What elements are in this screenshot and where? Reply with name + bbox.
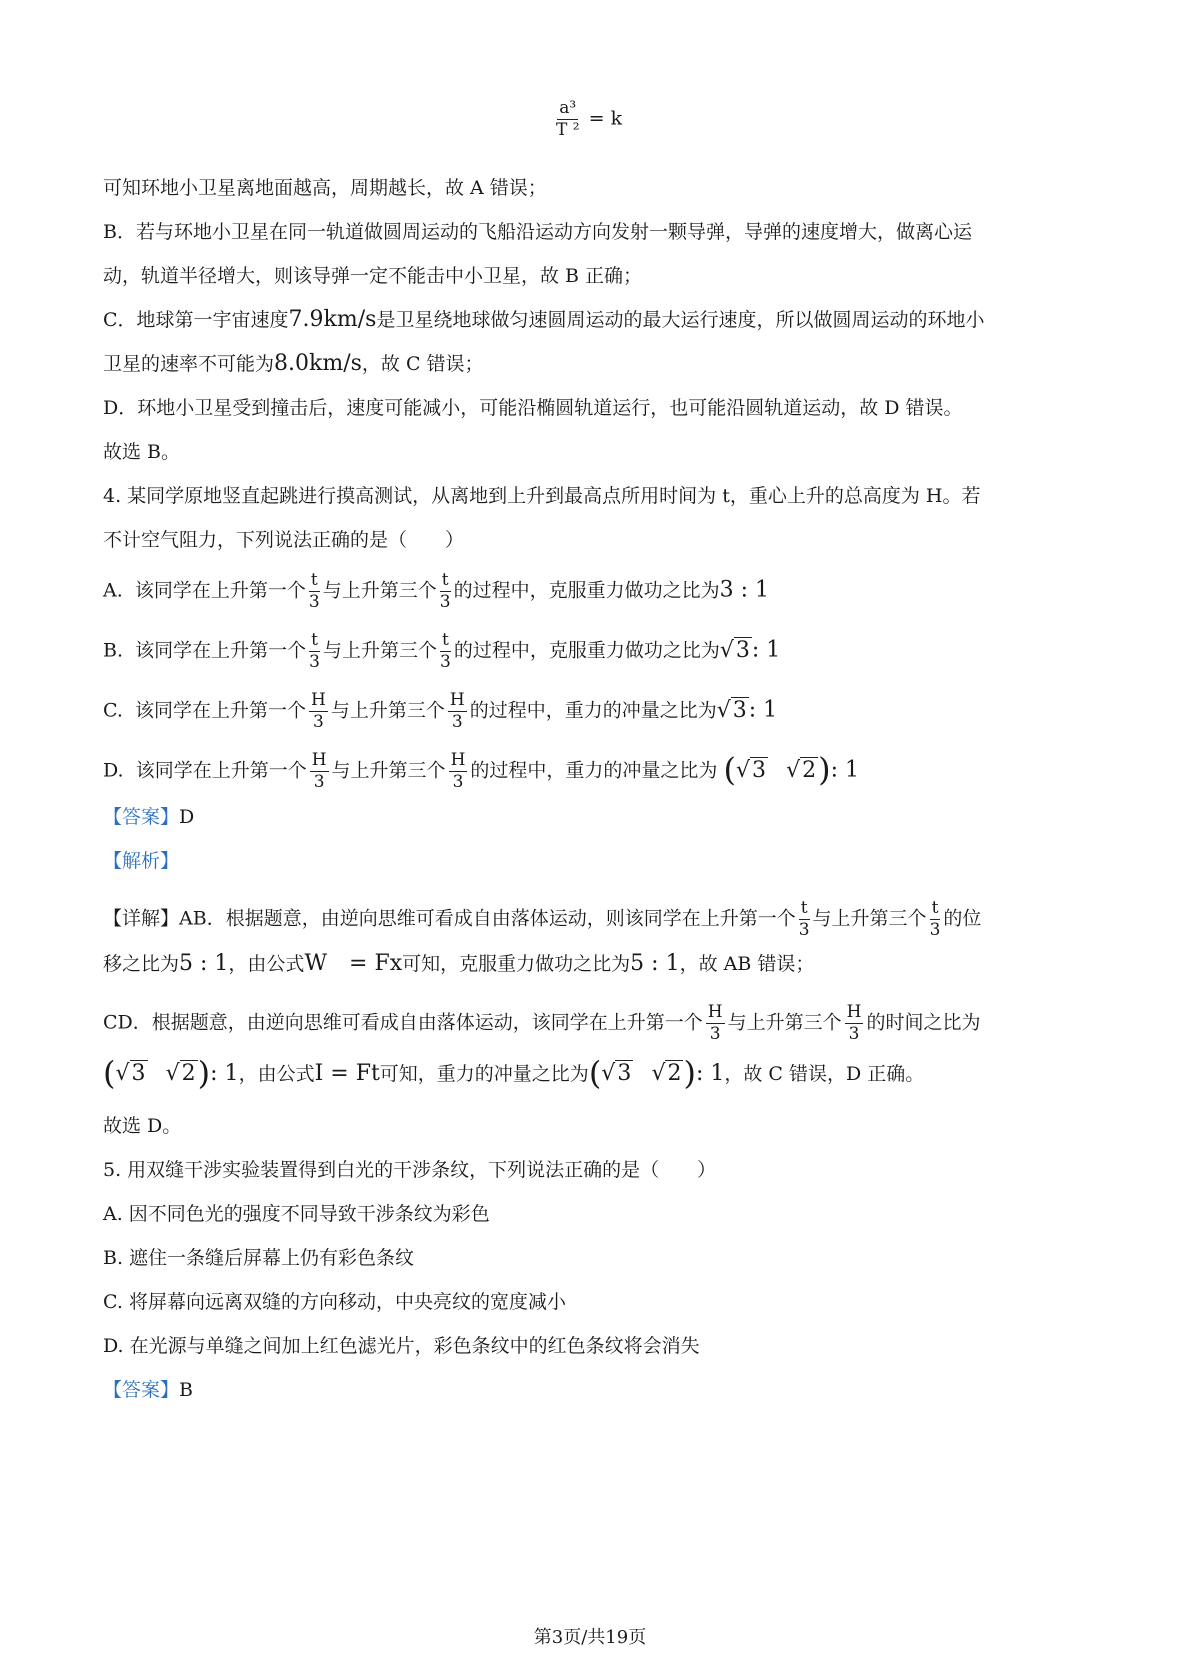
text-line: D．环地小卫星受到撞击后，速度可能减小，可能沿椭圆轨道运行，也可能沿圆轨道运动，故 D 错误。 [103,397,963,419]
q4-option-d [103,750,859,793]
text-line: B．若与环地小卫星在同一轨道做圆周运动的飞船沿运动方向发射一颗导弹，导弹的速度增大，做离心运 [103,221,972,243]
velocity-value: 8.0km/s [274,351,362,376]
right-paren: ) [197,1054,211,1092]
text-line [103,306,984,334]
text-span: 移之比为 [103,953,180,975]
sqrt-3: √3 [719,637,750,663]
ratio: 5 : 1 [179,951,229,976]
question-4-stem: 4. 某同学原地竖直起跳进行摸高测试，从离地到上升到最高点所用时间为 t，重心上升的总高度为 H。若 [103,485,981,507]
left-paren: ( [588,1054,602,1092]
frac-num: H [707,1002,723,1022]
radicand: 3 [735,637,750,663]
detail-line [103,1054,925,1092]
formula-rhs: = k [588,107,623,130]
q5-option-d: D. 在光源与单缝之间加上红色滤光片，彩色条纹中的红色条纹将会消失 [103,1335,700,1357]
sqrt-2: √2 [165,1061,196,1086]
frac-num: t [441,630,449,650]
detail-line: 故选 D。 [103,1115,182,1137]
text-span: ，故 C 错误，D 正确。 [724,1063,925,1085]
radicand: 3 [751,757,766,783]
answer-4 [103,803,194,831]
frac-num: t [800,898,808,918]
q5-option-c: C. 将屏幕向远离双缝的方向移动，中央亮纹的宽度减小 [103,1291,566,1313]
text-span: 可知，克服重力做功之比为 [402,953,631,975]
left-paren: ( [723,750,736,789]
fraction-h-over-3 [845,1002,864,1045]
frac-den: 3 [451,712,463,732]
detail-line [103,898,981,941]
option-text: 该同学在上升第一个 [135,759,307,782]
text-span: CD．根据题意，由逆向思维可看成自由落体运动，该同学在上升第一个 [103,1011,703,1034]
text-span: AB．根据题意，由逆向思维可看成自由落体运动，则该同学在上升第一个 [179,907,796,930]
analysis-heading [103,847,179,875]
velocity-value: 7.9km/s [288,307,377,332]
frac-den: 3 [439,652,451,672]
answer-value: B [179,1379,193,1401]
option-text: 的过程中，重力的冲量之比为 [470,759,718,782]
text-line: 动，轨道半径增大，则该导弹一定不能击中小卫星，故 B 正确； [103,265,643,287]
frac-den: 3 [848,1024,860,1044]
sqrt-3: √3 [115,1061,146,1086]
text-span: 是卫星绕地球做匀速圆周运动的最大运行速度，所以做圆周运动的环地小 [376,309,985,331]
radicand: 3 [131,1061,146,1086]
right-paren: ) [818,750,831,789]
text-line: 可知环地小卫星离地面越高，周期越长，故 A 错误； [103,177,547,199]
frac-den: 3 [929,920,941,940]
answer-5 [103,1376,193,1404]
formula-denominator: T ² [556,120,580,140]
fraction-h-over-3 [448,690,467,733]
option-text: 与上升第三个 [322,579,437,602]
frac-num: H [311,750,327,770]
text-span: 与上升第三个 [727,1011,842,1034]
frac-num: H [450,750,466,770]
fraction-t-over-3 [309,570,320,613]
question-4-stem: 不计空气阻力，下列说法正确的是（ ） [103,529,465,551]
text-span: ，由公式 [238,1063,315,1085]
q5-option-a: A. 因不同色光的强度不同导致干涉条纹为彩色 [103,1203,490,1225]
fraction-t-over-3 [930,898,941,941]
fraction-h-over-3 [449,750,468,793]
radicand: 3 [617,1061,632,1086]
question-5-stem: 5. 用双缝干涉实验装置得到白光的干涉条纹，下列说法正确的是（ ） [103,1159,717,1181]
ratio: : 1 [830,757,860,783]
option-text: 该同学在上升第一个 [134,579,306,602]
frac-num: H [449,690,465,710]
sqrt-3: √3 [716,697,747,723]
work-formula: W = Fx [304,951,403,976]
ratio: 5 : 1 [630,951,680,976]
fraction-t-over-3 [799,898,810,941]
fraction-t-over-3 [309,630,320,673]
frac-den: 3 [709,1024,721,1044]
detail-line [103,950,814,978]
kepler-formula [553,98,622,141]
radicand: 3 [732,697,747,723]
q4-option-c [103,690,777,733]
text-line [103,350,484,378]
text-line: 故选 B。 [103,441,181,463]
answer-value: D [179,806,195,828]
option-text: 与上升第三个 [331,759,446,782]
text-span: ，故 C 错误； [361,353,484,375]
fraction-h-over-3 [706,1002,725,1045]
formula-fraction [556,98,580,141]
q4-option-a [103,570,769,613]
frac-den: 3 [439,592,451,612]
option-label: D. [103,759,124,782]
option-text: 与上升第三个 [322,639,437,662]
text-span: ，故 AB 错误； [679,953,815,975]
option-text: 的过程中，重力的冲量之比为 [469,699,717,722]
frac-den: 3 [313,712,324,732]
option-label: A. [103,579,123,602]
ratio: : 1 [748,697,778,723]
text-span: 的时间之比为 [866,1011,981,1034]
frac-den: 3 [309,652,320,672]
impulse-formula: I = Ft [314,1061,380,1086]
frac-den: 3 [452,772,464,792]
option-text: 与上升第三个 [330,699,445,722]
page-footer: 第3页/共19页 [533,1627,647,1648]
frac-den: 3 [798,920,810,940]
frac-num: H [311,690,326,710]
text-span: ，由公式 [228,953,305,975]
frac-num: t [931,898,939,918]
radicand: 2 [667,1061,682,1086]
frac-den: 3 [313,772,325,792]
right-paren: ) [683,1054,696,1092]
option-text: 的过程中，克服重力做功之比为 [453,639,720,662]
detail-line [103,1002,980,1045]
formula-numerator: a³ [559,98,577,118]
ratio: 3 : 1 [719,577,769,603]
option-label: C. [103,699,123,722]
fraction-h-over-3 [310,750,329,793]
frac-den: 3 [308,592,320,612]
radicand: 2 [802,757,817,783]
sqrt-2: √2 [786,757,817,783]
sqrt-2: √2 [651,1061,682,1086]
ratio: : 1 [210,1061,239,1086]
radicand: 2 [181,1061,196,1086]
detail-tag: 【详解】 [103,907,180,930]
frac-num: t [441,570,449,590]
answer-tag: 【答案】 [103,1379,180,1401]
fraction-h-over-3 [309,690,328,733]
option-text: 的过程中，克服重力做功之比为 [453,579,720,602]
text-span: 与上升第三个 [812,907,927,930]
fraction-t-over-3 [440,630,451,673]
analysis-tag: 【解析】 [103,850,180,872]
sqrt-3: √3 [735,757,766,783]
text-span: C．地球第一宇宙速度 [103,309,289,331]
ratio: : 1 [695,1061,725,1086]
q5-option-b: B. 遮住一条缝后屏幕上仍有彩色条纹 [103,1247,415,1269]
option-text: 该同学在上升第一个 [135,699,307,722]
option-text: 该同学在上升第一个 [135,639,307,662]
fraction-t-over-3 [440,570,451,613]
option-label: B. [103,639,124,662]
frac-num: t [310,570,318,590]
left-paren: ( [103,1054,116,1092]
sqrt-3: √3 [601,1061,632,1086]
frac-num: H [846,1002,862,1022]
answer-tag: 【答案】 [103,806,180,828]
text-span: 可知，重力的冲量之比为 [379,1063,589,1085]
text-span: 卫星的速率不可能为 [103,353,275,375]
frac-num: t [311,630,318,650]
text-span: 的位 [943,907,982,930]
q4-option-b [103,630,780,673]
ratio: : 1 [751,637,781,663]
